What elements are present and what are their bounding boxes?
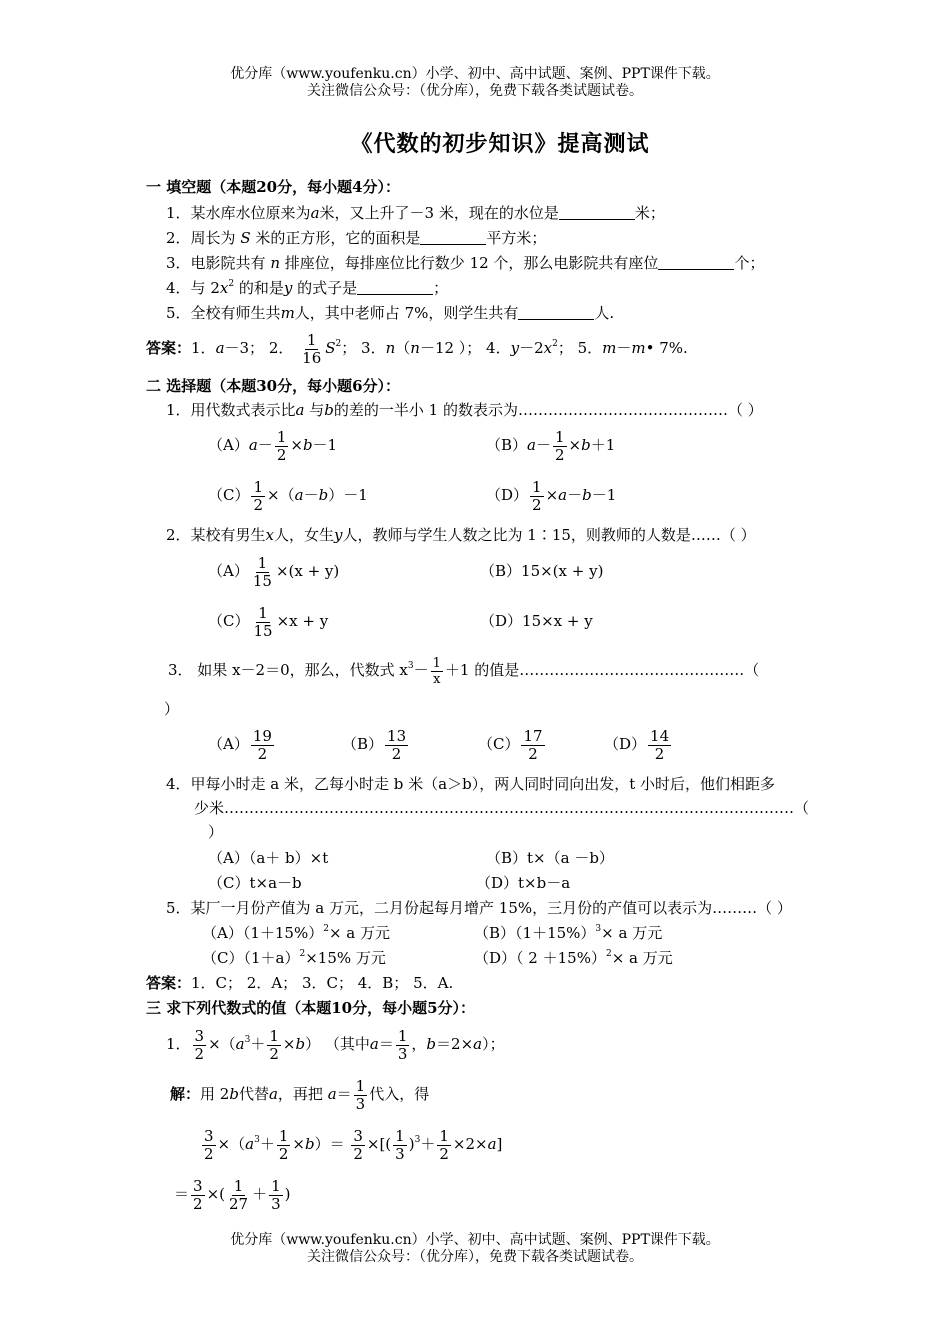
s2-question-1: 1．用代数式表示比a 与b的差的一半小 1 的数表示为……………………………………（ ） [166,401,763,419]
s2-question-2: 2．某校有男生x人，女生y人，教师与学生人数之比为 1∶15，则教师的人数是……（ ） [166,526,756,544]
s2-q1-option-c[interactable]: （C） $\frac{1}{2}$ ×（a－b）－1 [208,477,368,514]
s3-solution-step-1: $\frac{3}{2}$ $\times(a^3+$ $\frac{1}{2}$ ×b）＝ $\frac{3}{2}$ ×[( $\frac{1}{3}$ )$^3$＋ $\frac{1}{2}$ ×2×a] [204,1126,503,1163]
s1-question-3: 3．电影院共有 n 排座位，每排座位比行数少 12 个，那么电影院共有座位 个； [166,254,765,272]
footer-line-1: 优分库（www.youfenku.cn）小学、初中、高中试题、案例、PPT课件下载。 [230,1232,720,1248]
s2-q2-option-d[interactable]: （D）15×x + y [480,612,593,630]
s2-q5-option-d[interactable]: （D）（ 2 ＋15%）$^2$× a 万元 [474,949,673,967]
s3-solution-step-2: ＝ $\frac{3}{2}$ ×( $\frac{1}{27}$ ＋ $\frac{1}{3}$ ) [174,1176,291,1213]
s2-question-5: 5．某厂一月份产值为 a 万元，二月份起每月增产 15%，三月份的产值可以表示为………（ ） [166,899,792,917]
s1-question-5: 5．全校有师生共m人，其中老师占 7%，则学生共有 人. [166,304,615,322]
s2-question-4-line-1: 4．甲每小时走 a 米，乙每小时走 b 米（a＞b），两人同时同向出发，t 小时后，他们相距多 [166,775,776,793]
s2-q3-option-a[interactable]: （A） $\frac{19}{2}$ [208,726,272,763]
s2-q5-option-a[interactable]: $(A)(1+15\%)^2\times a$ 万元 [202,924,391,942]
s2-q1-option-b[interactable]: （B）a－ $\frac{1}{2}$ ×b＋1 [486,427,616,464]
s2-q4-option-c[interactable]: （C）t×a－b [208,874,302,892]
footer-line-2: 关注微信公众号：（优分库），免费下载各类试题试卷。 [307,1249,643,1265]
s1-question-2: 2．周长为 S 米的正方形，它的面积是 平方米； [166,229,547,247]
s1-question-1: 1．某水库水位原来为a米，又上升了－3 米，现在的水位是 米； [166,204,665,222]
page-title: 《代数的初步知识》提高测试 [350,131,650,157]
s2-question-4-line-2: 少米……………………………………………………………………………………………………（ [194,799,810,817]
s3-question-1: 1． $\frac{3}{2}$ $\times(a^3+$ $\frac{1}{2}$ ×b） （其中a＝ $\frac{1}{3}$ ，b＝2×a）； [166,1026,505,1063]
section2-heading: 二 选择题（本题30分，每小题6分）： [146,377,401,395]
s2-q2-option-b[interactable]: （B）15×(x + y) [480,562,604,580]
s2-q5-option-c[interactable]: $(C)(1+a)^2\times 15\%$ 万元 [202,949,386,967]
s2-q2-option-a[interactable]: （A） $\frac{1}{15}$ ×(x + y) [208,553,340,590]
s2-q4-option-b[interactable]: （B）t×（a －b） [486,849,614,867]
s2-question-3: 3． 如果 x－2＝0，那么，代数式 $x^3-$ $\frac{1}{x}$ ＋1 的值是………………………………………（ [168,655,760,687]
s2-q3-option-b[interactable]: （B） $\frac{13}{2}$ [342,726,407,763]
s2-q2-option-c[interactable]: （C） $\frac{1}{15}$ ×x + y [208,603,329,640]
s2-q3-option-d[interactable]: （D） $\frac{14}{2}$ [604,726,670,763]
s2-q3-option-c[interactable]: （C） $\frac{17}{2}$ [478,726,543,763]
header-line-1: 优分库（www.youfenku.cn）小学、初中、高中试题、案例、PPT课件下载。 [230,66,720,82]
section1-heading: 一 填空题（本题20分，每小题4分）： [146,178,401,196]
s2-q1-option-d[interactable]: （D） $\frac{1}{2}$ ×a－b－1 [486,477,617,514]
s2-q3-continuation: ） [164,700,180,718]
s1-answer: 答案：1．a－3； 2． $\frac{1}{16}$ $S^2$； 3．n（n－12 ）； 4．$y-2x^2$； 5．m－m• 7%. [146,330,688,367]
header-line-2: 关注微信公众号：（优分库），免费下载各类试题试卷。 [307,83,643,99]
s2-q4-option-a[interactable]: （A）（a＋ b）×t [208,849,329,867]
s2-question-4-line-3: ） [208,823,224,841]
s2-q1-option-a[interactable]: （A）a－ $\frac{1}{2}$ ×b－1 [208,427,338,464]
s3-solution-intro: 解：用 2b代替a，再把 a＝ $\frac{1}{3}$ 代入，得 [170,1076,430,1113]
section3-heading: 三 求下列代数式的值（本题10分，每小题5分）： [146,999,476,1017]
s2-q5-option-b[interactable]: $(B)(1+15\%)^3\times a$ 万元 [474,924,663,942]
s2-answer: 答案：1．C； 2．A； 3．C； 4．B； 5．A. [146,974,454,992]
s2-q4-option-d[interactable]: （D）t×b－a [476,874,571,892]
s1-question-4: 4．与 $2x^2$ 的和是y 的式子是 ； [166,279,449,297]
